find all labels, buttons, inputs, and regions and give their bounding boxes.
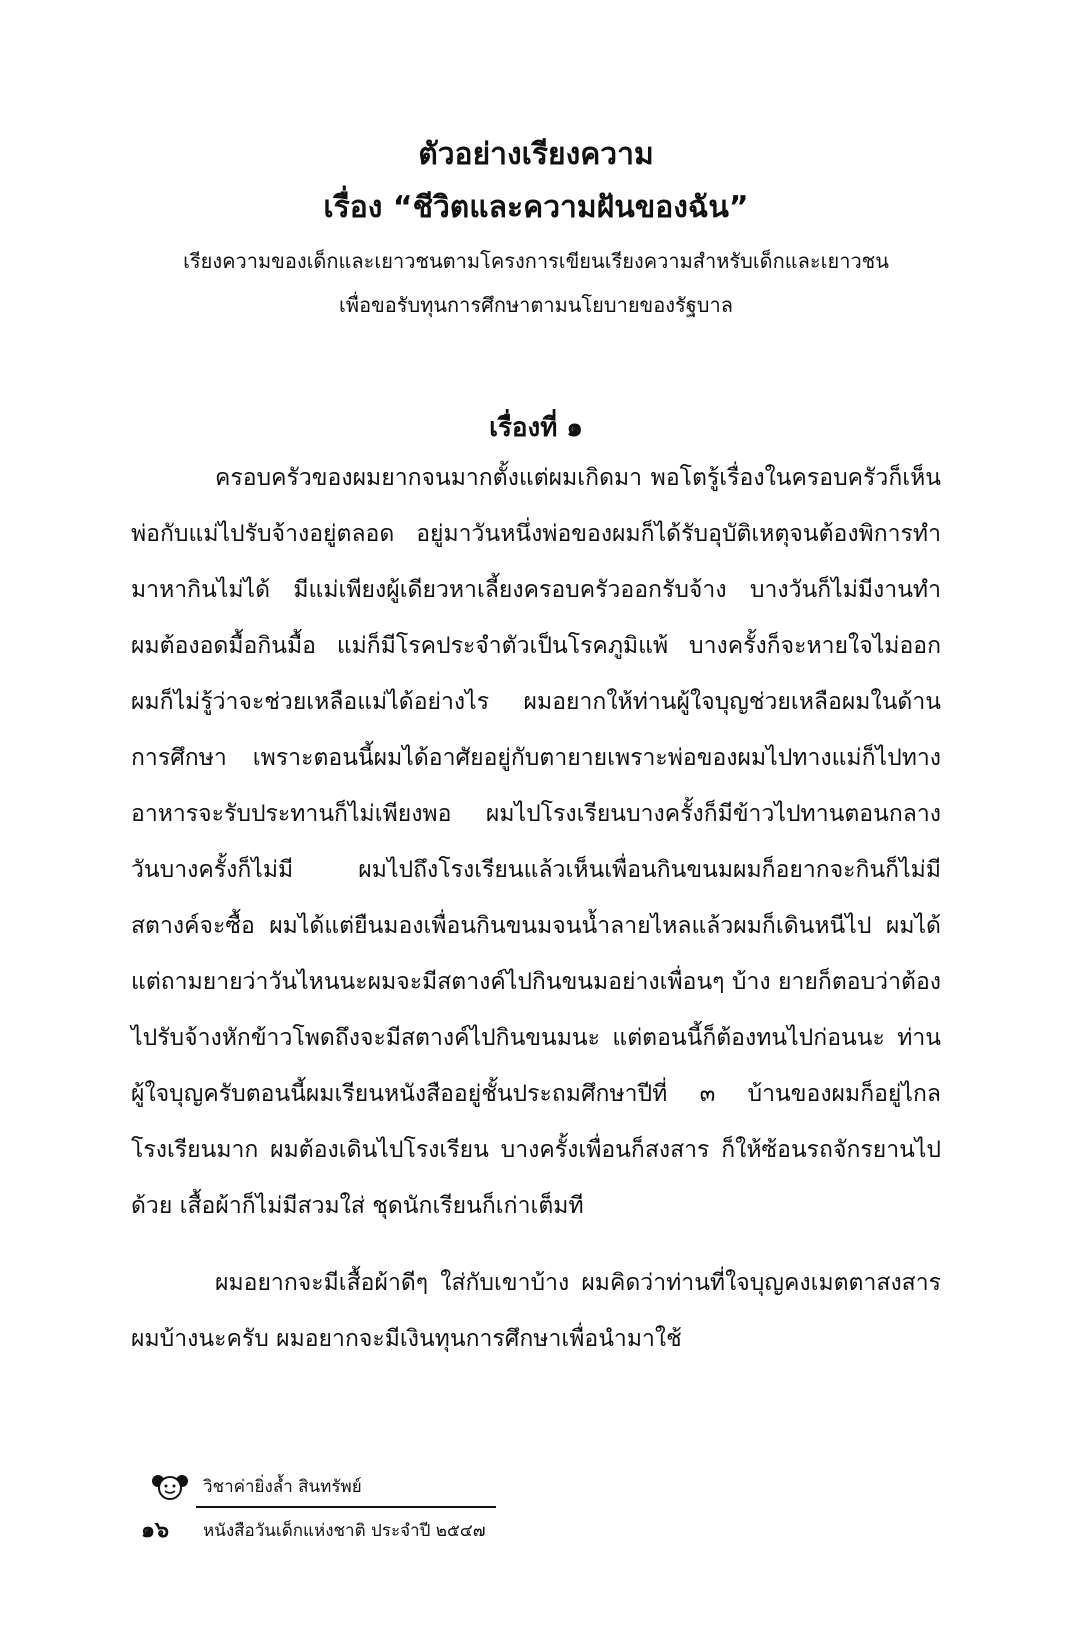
- footer-book-title: หนังสือวันเด็กแห่งชาติ ประจำปี ๒๕๔๗: [203, 1521, 486, 1541]
- footer-series-title: วิชาค่ายิ่งล้ำ สินทรัพย์: [203, 1477, 362, 1497]
- body-paragraph-1: ครอบครัวของผมยากจนมากตั้งแต่ผมเกิดมา พอโตรู้เรื่องในครอบครัวก็เห็นพ่อกับแม่ไปรับจ้างอยู่ตลอด อยู่มาวันหนึ่งพ่อของผมก็ได้รับอุบัติเหตุจนต้องพิการทำมาหากินไม่ได้ มีแม่เพียงผู้เดียวหาเลี้ยงครอบครัวออกรับจ้าง บางวันก็ไม่มีงานทำ ผมต้องอดมื้อกินมื้อ แม่ก็มีโรคประจำตัวเป็นโรคภูมิแพ้ บางครั้งก็จะหายใจไม่ออก ผมก็ไม่รู้ว่าจะช่วยเหลือแม่ได้อย่างไร ผมอยากให้ท่านผู้ใจบุญช่วยเหลือผมในด้านการศึกษา เพราะตอนนี้ผมได้อาศัยอยู่กับตายายเพราะพ่อของผมไปทางแม่ก็ไปทาง อาหารจะรับประทานก็ไม่เพียงพอ ผมไปโรงเรียนบางครั้งก็มีข้าวไปทานตอนกลางวันบางครั้งก็ไม่มี ผมไปถึงโรงเรียนแล้วเห็นเพื่อนกินขนมผมก็อยากจะกินก็ไม่มีสตางค์จะซื้อ ผมได้แต่ยืนมองเพื่อนกินขนมจนน้ำลายไหลแล้วผมก็เดินหนีไป ผมได้แต่ถามยายว่าวันไหนนะผมจะมีสตางค์ไปกินขนมอย่างเพื่อนๆ บ้าง ยายก็ตอบว่าต้องไปรับจ้างหักข้าวโพดถึงจะมีสตางค์ไปกินขนมนะ แต่ตอนนี้ก็ต้องทนไปก่อนนะ ท่านผู้ใจบุญครับตอนนี้ผมเรียนหนังสืออยู่ชั้นประถมศึกษาปีที่ ๓ บ้านของผมก็อยู่ไกลโรงเรียนมาก ผมต้องเดินไปโรงเรียน บางครั้งเพื่อนก็สงสาร ก็ให้ซ้อนรถจักรยานไปด้วย เสื้อผ้าก็ไม่มีสวมใส่ ชุดนักเรียนก็เก่าเต็มที: [131, 465, 941, 1219]
- document-subtitle-line-2: เพื่อขอรับทุนการศึกษาตามนโยบายของรัฐบาล: [339, 293, 733, 317]
- page-number: ๑๖: [141, 1518, 169, 1543]
- child-face-logo-icon: [150, 1473, 190, 1501]
- footer-divider: [196, 1506, 496, 1508]
- document-subtitle-line-1: เรียงความของเด็กและเยาวชนตามโครงการเขียนเรียงความสำหรับเด็กและเยาวชน: [183, 249, 889, 273]
- document-title-line-2: เรื่อง “ชีวิตและความฝันของฉัน”: [323, 190, 749, 225]
- document-title-line-1: ตัวอย่างเรียงความ: [418, 137, 654, 172]
- section-heading: เรื่องที่ ๑: [489, 413, 583, 443]
- body-paragraph-2: ผมอยากจะมีเสื้อผ้าดีๆ ใส่กับเขาบ้าง ผมคิดว่าท่านที่ใจบุญคงเมตตาสงสารผมบ้างนะครับ ผมอยากจะมีเงินทุนการศึกษาเพื่อนำมาใช้: [131, 1270, 941, 1352]
